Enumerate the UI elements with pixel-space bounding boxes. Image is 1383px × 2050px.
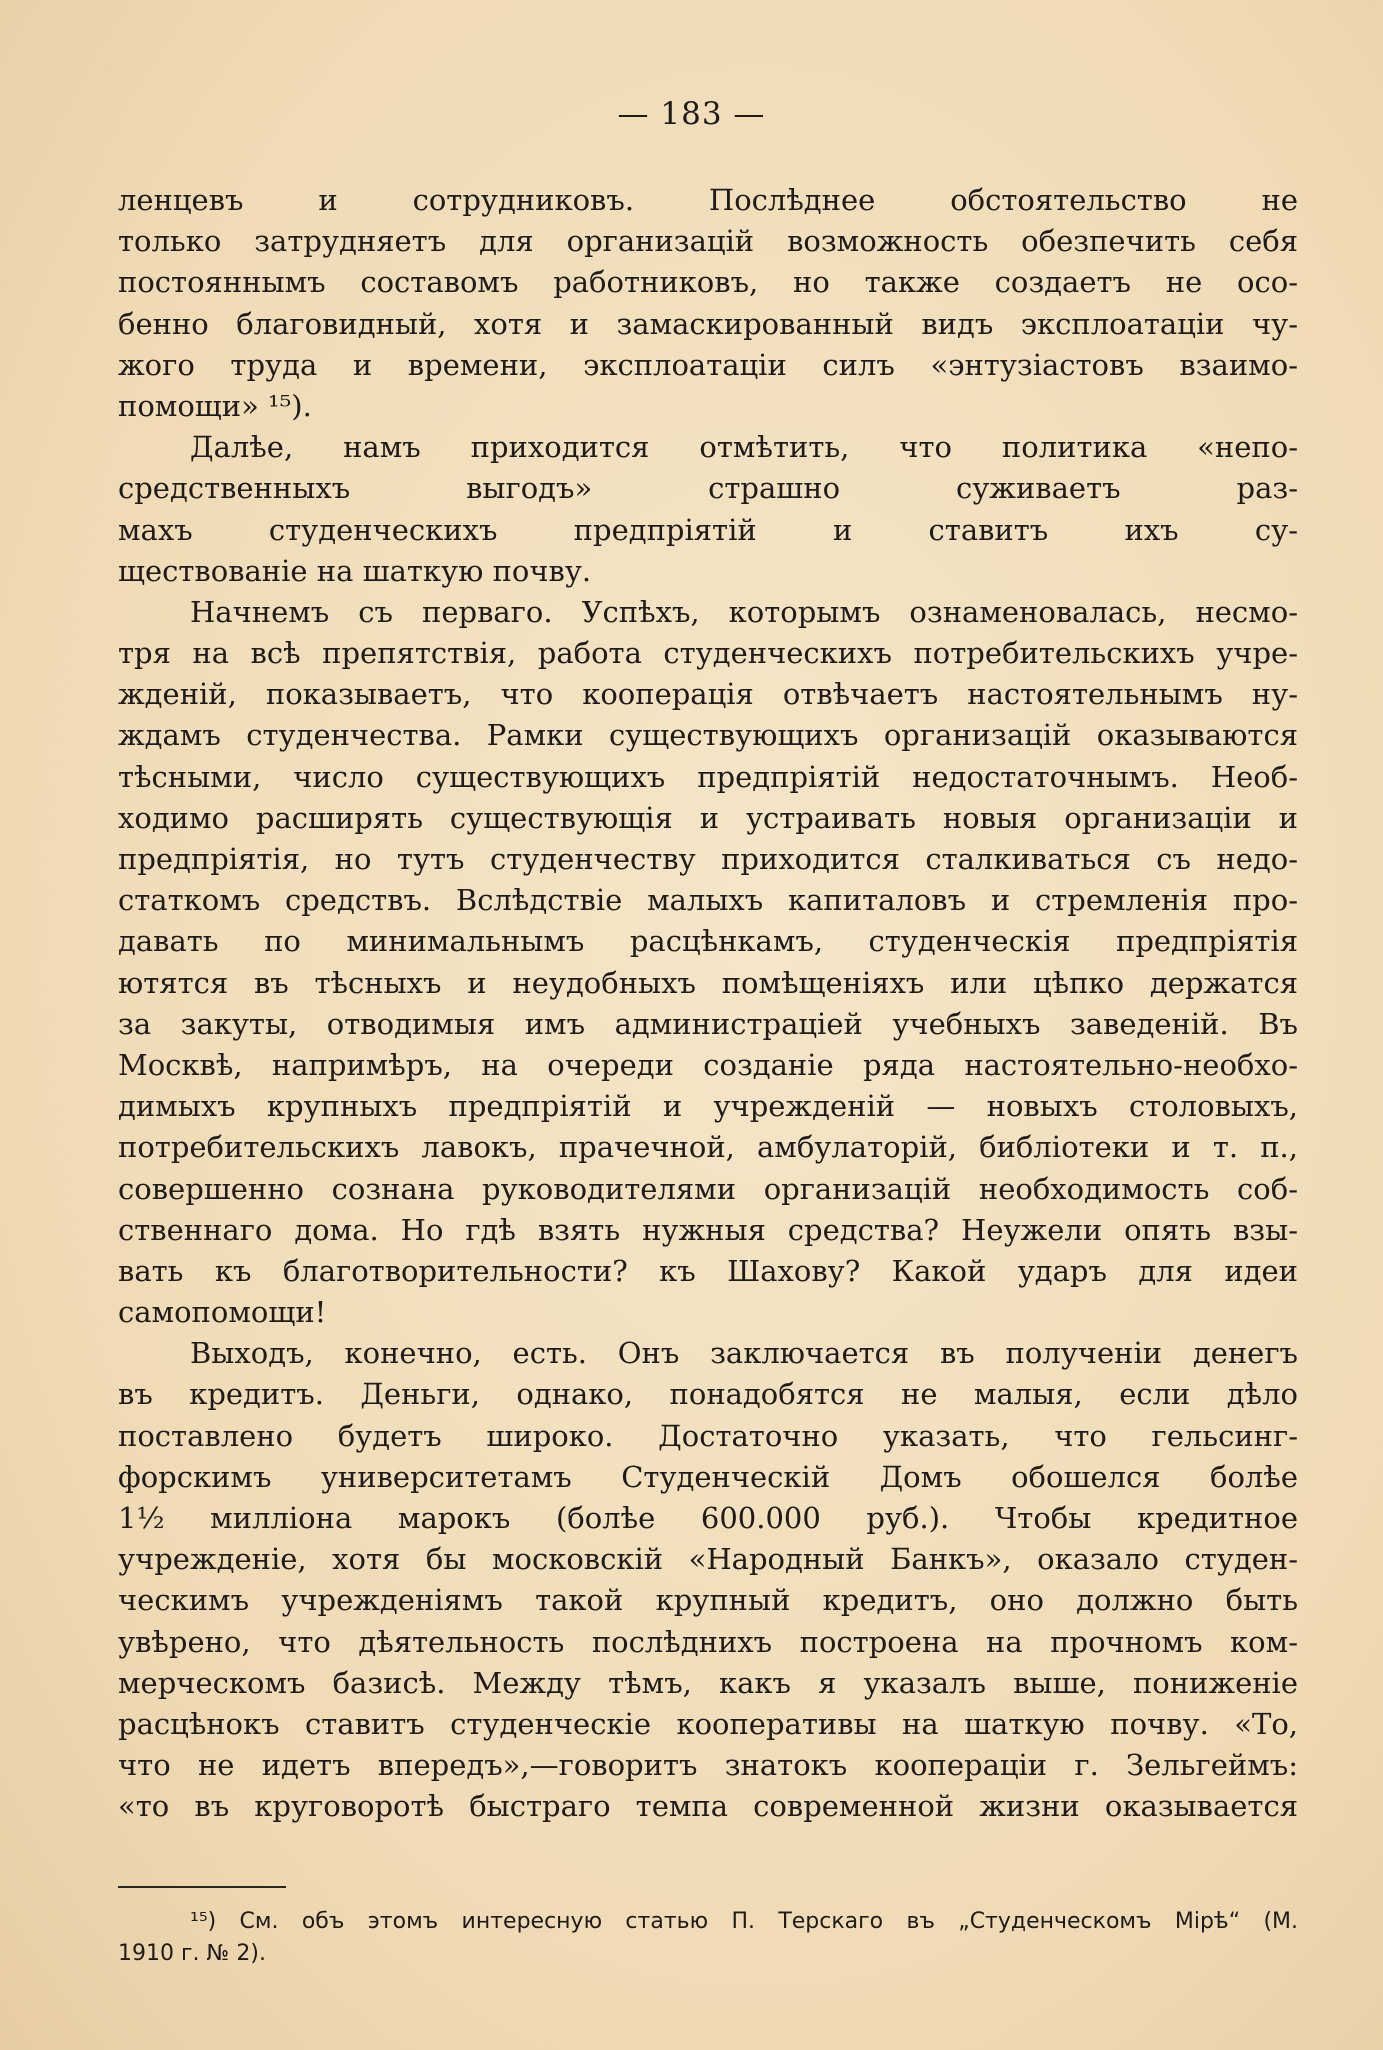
text-line: что не идетъ впередъ»,—говоритъ знатокъ коопераціи г. Зельгеймъ: (118, 1748, 1298, 1783)
text-line: 1½ милліона марокъ (болѣе 600.000 руб.). Чтобы кредитное (118, 1501, 1298, 1535)
text-line: бенно благовидный, хотя и замаскированный видъ эксплоатаціи чу- (118, 306, 1298, 341)
text-line: совершенно сознана руководителями организацій необходимость соб- (118, 1171, 1298, 1206)
text-line: тѣсными, число существующихъ предпріятій недостаточнымъ. Необ- (118, 759, 1298, 794)
text-line: мерческомъ базисѣ. Между тѣмъ, какъ я указалъ выше, пониженіе (118, 1665, 1298, 1700)
text-line: махъ студенческихъ предпріятій и ставитъ ихъ су- (118, 512, 1298, 547)
text-line: за закуты, отводимыя имъ администраціей учебныхъ заведеній. Въ (118, 1006, 1298, 1041)
text-line: расцѣнокъ ставитъ студенческіе кооперативы на шаткую почву. «То, (118, 1706, 1298, 1741)
text-line: вать къ благотворительности? къ Шахову? Какой ударъ для идеи (118, 1253, 1298, 1288)
text-line: давать по минимальнымъ расцѣнкамъ, студенческія предпріятія (118, 924, 1298, 959)
text-line: предпріятія, но тутъ студенчеству приходится сталкиваться съ недо- (118, 842, 1298, 876)
text-line: увѣрено, что дѣятельность послѣднихъ построена на прочномъ ком- (118, 1624, 1298, 1659)
paragraph-first-line: Далѣе, намъ приходится отмѣтить, что политика «непо- (190, 430, 1298, 465)
text-line: ходимо расширять существующія и устраивать новыя организаціи и (118, 800, 1298, 835)
paragraph-first-line: Выходъ, конечно, есть. Онъ заключается въ полученіи денегъ (190, 1336, 1298, 1371)
text-line: ленцевъ и сотрудниковъ. Послѣднее обстоятельство не (118, 183, 1298, 217)
footnote-line: 1910 г. № 2). (118, 1941, 266, 1966)
text-line: тря на всѣ препятствія, работа студенческихъ потребительскихъ учре- (118, 636, 1298, 671)
text-line: ждамъ студенчества. Рамки существующихъ организацій оказываются (118, 718, 1298, 753)
text-line: поставлено будетъ широко. Достаточно указать, что гельсинг- (118, 1418, 1298, 1453)
text-line: учрежденіе, хотя бы московскій «Народный Банкъ», оказало студен- (118, 1542, 1298, 1577)
text-line: потребительскихъ лавокъ, прачечной, амбулаторій, библіотеки и т. п., (118, 1130, 1298, 1165)
text-line: ственнаго дома. Но гдѣ взять нужныя средства? Неужели опять взы- (118, 1212, 1298, 1247)
page-number: — 183 — (617, 96, 766, 132)
text-line: средственныхъ выгодъ» страшно суживаетъ раз- (118, 471, 1298, 506)
text-line: самопомощи! (118, 1295, 327, 1330)
body-text (118, 180, 1298, 1828)
text-line: ютятся въ тѣсныхъ и неудобныхъ помѣщеніяхъ или цѣпко держатся (118, 965, 1298, 1000)
text-line: форскимъ университетамъ Студенческій Домъ обошелся болѣе (118, 1459, 1298, 1494)
text-line: димыхъ крупныхъ предпріятій и учрежденій — новыхъ столовыхъ, (118, 1089, 1298, 1124)
text-line: Москвѣ, напримѣръ, на очереди созданіе ряда настоятельно-необхо- (118, 1047, 1298, 1082)
footnote (118, 1906, 1298, 1970)
footnote-line: ¹⁵) См. объ этомъ интересную статью П. Терскаго въ „Студенческомъ Мірѣ“ (М. (190, 1909, 1298, 1934)
text-line: статкомъ средствъ. Вслѣдствіе малыхъ капиталовъ и стремленія про- (118, 883, 1298, 918)
text-line: ческимъ учрежденіямъ такой крупный кредитъ, оно должно быть (118, 1583, 1298, 1618)
text-line: жого труда и времени, эксплоатаціи силъ «энтузіастовъ взаимо- (118, 347, 1298, 382)
text-line: только затрудняетъ для организацій возможность обезпечить себя (118, 224, 1298, 259)
text-line: ществованіе на шаткую почву. (118, 553, 592, 588)
footnote-divider (118, 1886, 286, 1888)
text-line: въ кредитъ. Деньги, однако, понадобятся не малыя, если дѣло (118, 1377, 1298, 1412)
text-line: помощи» ¹⁵). (118, 388, 312, 423)
text-line: «то въ круговоротѣ быстраго темпа современной жизни оказывается (118, 1789, 1298, 1824)
text-line: жденій, показываетъ, что кооперація отвѣчаетъ настоятельнымъ ну- (118, 677, 1298, 712)
text-line: постояннымъ составомъ работниковъ, но также создаетъ не осо- (118, 265, 1298, 300)
paragraph-first-line: Начнемъ съ перваго. Успѣхъ, которымъ ознаменовалась, несмо- (190, 594, 1298, 629)
